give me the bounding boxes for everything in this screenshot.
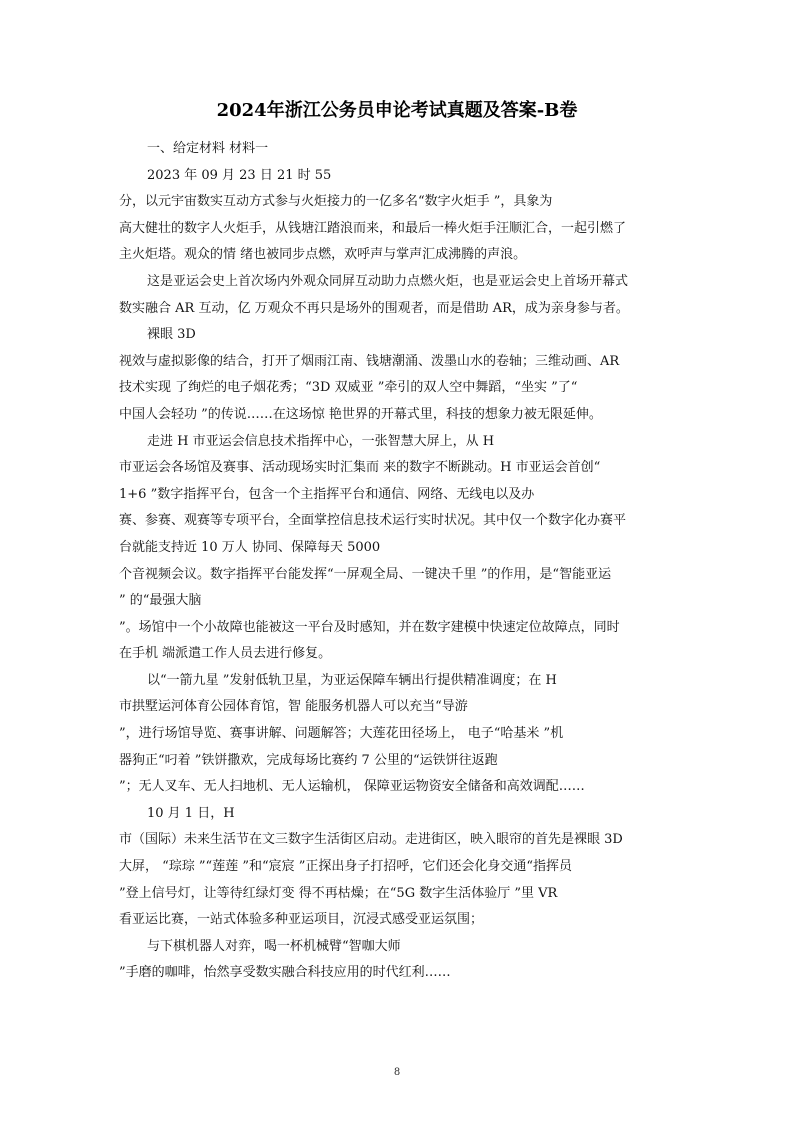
- page-number: 8: [393, 1067, 401, 1078]
- document-title: 2024年浙江公务员申论考试真题及答案-B卷: [216, 100, 578, 121]
- text-line: 器狗正“叼着 ”铁饼撒欢，完成每场比赛约 7 公里的“运铁饼往返跑: [119, 752, 498, 768]
- text-line: 赛、参赛、观赛等专项平台，全面掌控信息技术运行实时状况。其中仅一个数字化办赛平: [119, 513, 627, 529]
- text-line: ”手磨的咖啡，怡然享受数实融合科技应用的时代红利……: [119, 965, 451, 981]
- document-body: [119, 136, 679, 987]
- text-line: 数实融合 AR 互动，亿 万观众不再只是场外的围观者，而是借助 AR，成为亲身参与者。: [119, 300, 629, 316]
- text-line: 裸眼 3D: [147, 327, 196, 343]
- text-line: 主火炬塔。观众的情 绪也被同步点燃，欢呼声与掌声汇成沸腾的声浪。: [119, 247, 527, 263]
- text-line: ”。场馆中一个小故障也能被这一平台及时感知，并在数字建模中快速定位故障点，同时: [119, 619, 620, 635]
- text-line: 与下棋机器人对弈，喝一杯机械臂“智咖大师: [147, 938, 401, 954]
- text-line: 2023 年 09 月 23 日 21 时 55: [147, 167, 332, 183]
- text-line: 走进 H 市亚运会信息技术指挥中心，一张智慧大屏上，从 H: [147, 433, 495, 449]
- text-line: 技术实现 了绚烂的电子烟花秀；“3D 双威亚 ”牵引的双人空中舞蹈，“坐实 ”了“: [119, 380, 578, 396]
- text-line: 市亚运会各场馆及赛事、活动现场实时汇集而 来的数字不断跳动。H 市亚运会首创“: [119, 460, 601, 476]
- text-line: 这是亚运会史上首次场内外观众同屏互动助力点燃火炬，也是亚运会史上首场开幕式: [147, 273, 629, 289]
- text-line: 台就能支持近 10 万人 协同、保障每天 5000: [119, 539, 381, 555]
- text-line: 高大健壮的数字人火炬手，从钱塘江踏浪而来，和最后一棒火炬手汪顺汇合，一起引燃了: [119, 220, 627, 236]
- text-line: 分，以元宇宙数实互动方式参与火炬接力的一亿多名“数字火炬手 ”，具象为: [119, 194, 553, 210]
- text-line: 10 月 1 日，H: [147, 805, 235, 821]
- text-line: 视效与虚拟影像的结合，打开了烟雨江南、钱塘潮涌、泼墨山水的卷轴；三维动画、AR: [119, 353, 620, 369]
- text-line: 个音视频会议。数字指挥平台能发挥“一屏观全局、一键决千里 ”的作用，是“智能亚运: [119, 566, 612, 582]
- text-line: ”，进行场馆导览、赛事讲解、问题解答；大莲花田径场上， 电子“哈基米 ”机: [119, 726, 564, 742]
- text-line: 中国人会轻功 ”的传说……在这场惊 艳世界的开幕式里，科技的想象力被无限延伸。: [119, 406, 602, 422]
- text-line: 1+6 ”数字指挥平台，包含一个主指挥平台和通信、网络、无线电以及办: [119, 486, 535, 502]
- text-line: 市拱墅运河体育公园体育馆，智 能服务机器人可以充当“导游: [119, 699, 468, 715]
- text-line: 市（国际）未来生活节在文三数字生活街区启动。走进街区，映入眼帘的首先是裸眼 3D: [119, 832, 623, 848]
- text-line: 以“一箭九星 ”发射低轨卫星，为亚运保障车辆出行提供精准调度；在 H: [147, 672, 557, 688]
- text-line: 在手机 端派遣工作人员去进行修复。: [119, 646, 332, 662]
- text-line: ”；无人叉车、无人扫地机、无人运输机， 保障亚运物资安全储备和高效调配……: [119, 779, 585, 795]
- text-line: 大屏， “琮琮 ”“莲莲 ”和“宸宸 ”正探出身子打招呼，它们还会化身交通“指挥员: [119, 859, 573, 875]
- text-line: 一、给定材料 材料一: [147, 141, 269, 156]
- text-line: ”登上信号灯，让等待红绿灯变 得不再枯燥；在“5G 数字生活体验厅 ”里 VR: [119, 885, 558, 901]
- text-line: ” 的“最强大脑: [119, 593, 202, 609]
- text-line: 看亚运比赛，一站式体验多种亚运项目，沉浸式感受亚运氛围；: [119, 912, 484, 928]
